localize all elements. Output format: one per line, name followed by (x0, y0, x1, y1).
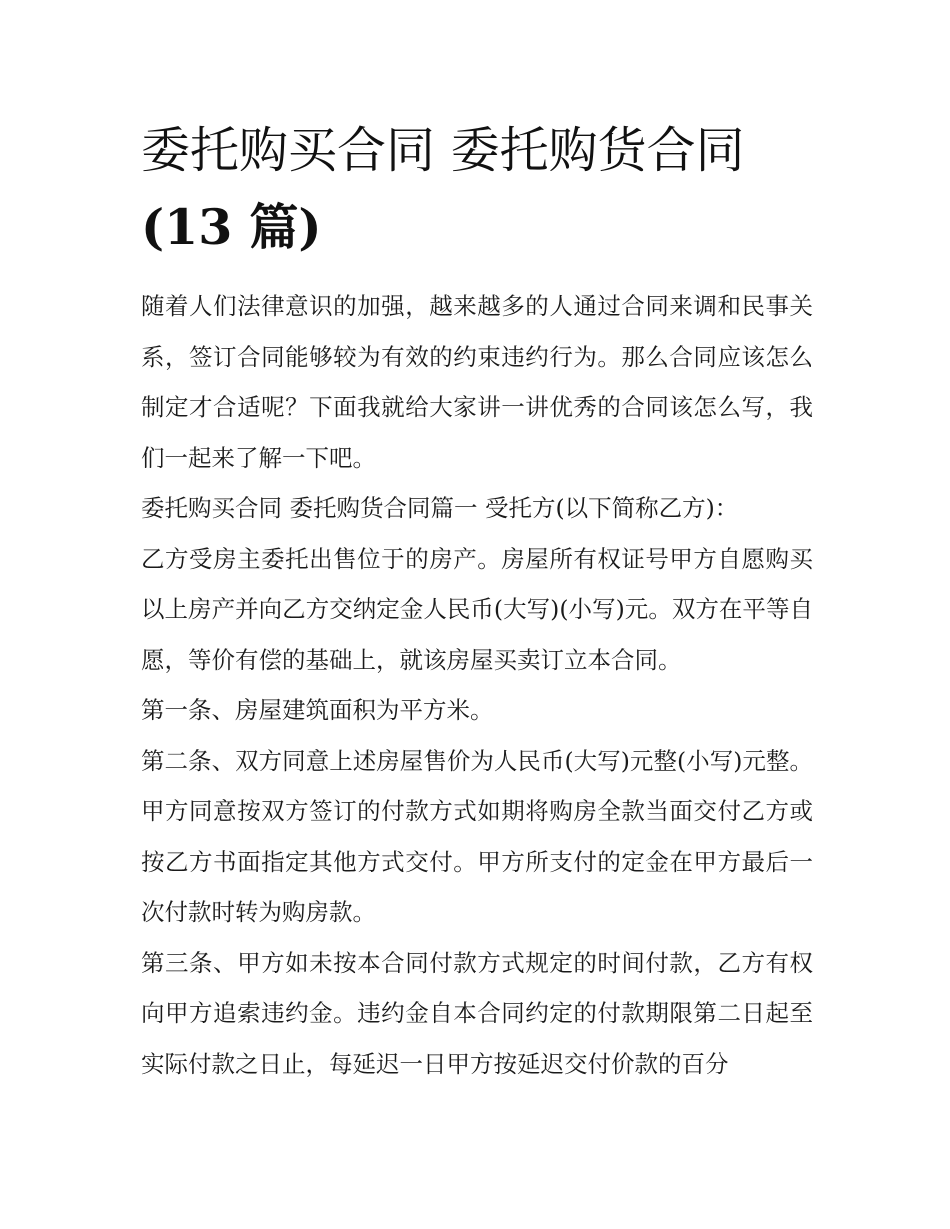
document-title (141, 112, 821, 266)
title-line-2: (13 篇) (141, 198, 322, 256)
document-body (141, 281, 813, 1089)
paragraph-article-2: 第二条、双方同意上述房屋售价为人民币(大写)元整(小写)元整。甲方同意按双方签订的付款方式如期将购房全款当面交付乙方或按乙方书面指定其他方式交付。甲方所支付的定金在甲方最后一次付款时转为购房款。 (141, 746, 813, 926)
paragraph-intro: 随着人们法律意识的加强，越来越多的人通过合同来调和民事关系，签订合同能够较为有效的约束违约行为。那么合同应该怎么制定才合适呢？下面我就给大家讲一讲优秀的合同该怎么写，我们一起来了解一下吧。 (141, 292, 813, 472)
title-line-1: 委托购买合同 委托购货合同 (141, 122, 745, 179)
paragraph-article-1: 第一条、房屋建筑面积为平方米。 (141, 696, 494, 724)
paragraph-heading: 委托购买合同 委托购货合同篇一 受托方(以下简称乙方)： (141, 494, 739, 522)
paragraph-preamble: 乙方受房主委托出售位于的房产。房屋所有权证号甲方自愿购买以上房产并向乙方交纳定金人民币(大写)(小写)元。双方在平等自愿，等价有偿的基础上，就该房屋买卖订立本合同。 (141, 544, 813, 674)
paragraph-article-3: 第三条、甲方如未按本合同付款方式规定的时间付款，乙方有权向甲方追索违约金。违约金自本合同约定的付款期限第二日起至实际付款之日止，每延迟一日甲方按延迟交付价款的百分 (141, 948, 813, 1078)
